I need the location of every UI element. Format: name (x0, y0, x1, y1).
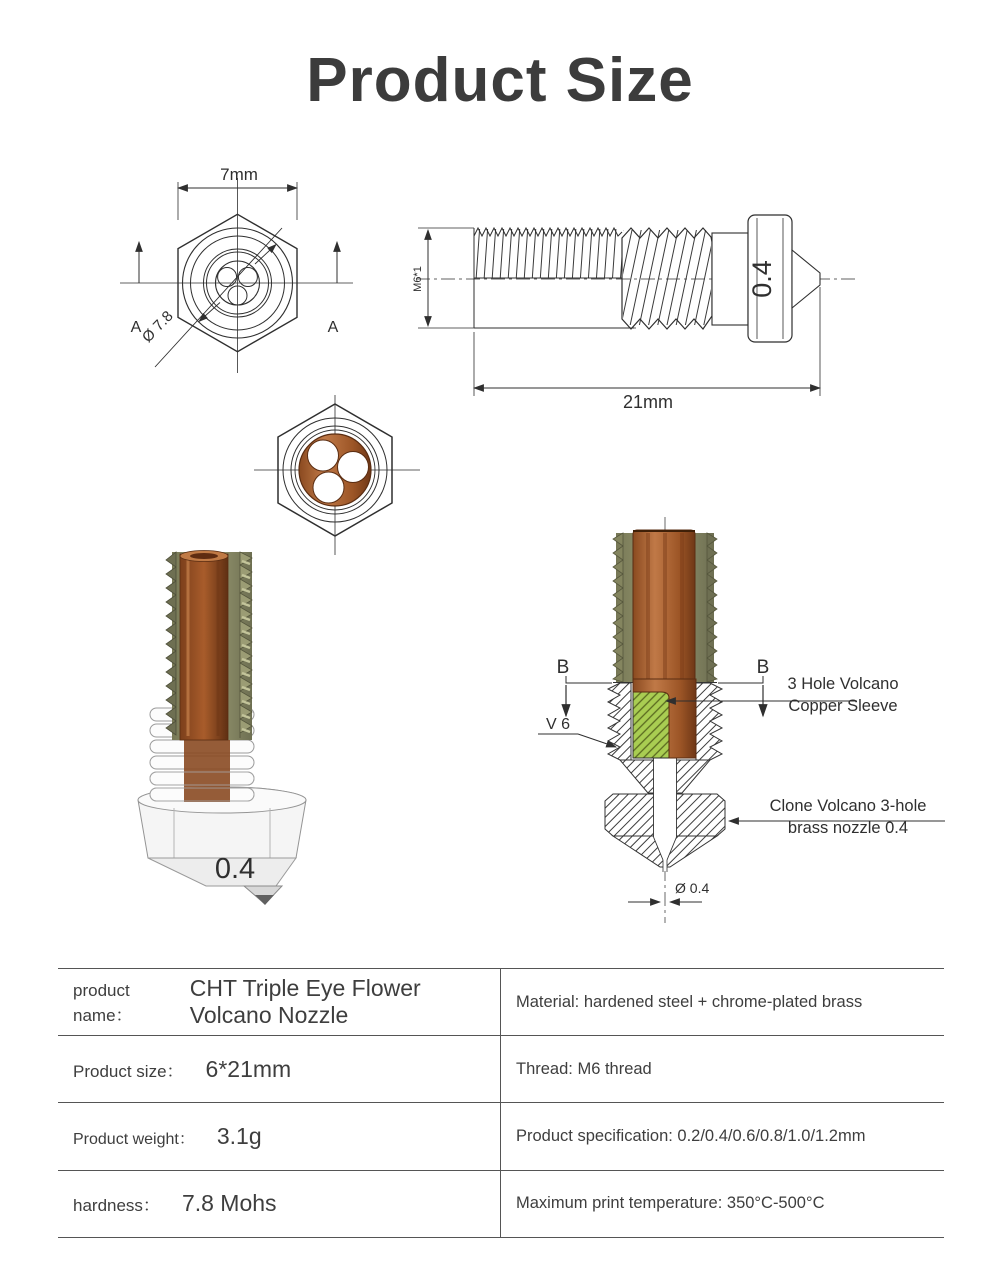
page-title: Product Size (306, 46, 694, 115)
table-row (58, 1035, 944, 1102)
tip-diameter-label: Ø 0.4 (675, 880, 710, 896)
product-weight-cell (58, 1123, 500, 1150)
copper-sleeve-cut (180, 551, 228, 741)
sleeve-annotation-line2: Copper Sleeve (788, 697, 898, 715)
dim-m6-thread-label: M6*1 (412, 266, 424, 292)
side-view-bore-label: 0.4 (747, 260, 777, 298)
thread-spec-label: V 6 (545, 716, 571, 733)
section-a-left-label: A (130, 319, 142, 336)
cutaway-render (128, 548, 313, 913)
product-weight-value: 3.1g (216, 1122, 262, 1149)
product-size-label: Product size： (73, 1061, 184, 1081)
front-view-drawing (95, 148, 365, 393)
hardness-label: hardness： (73, 1196, 160, 1216)
sleeve-annotation (750, 673, 936, 717)
cross-section-drawing (520, 515, 980, 935)
hardness-cell (58, 1190, 500, 1217)
product-size-cell (58, 1056, 500, 1083)
section-b-right-label: B (756, 657, 770, 678)
hex-insert-drawing (252, 393, 422, 558)
green-sleeve-section (633, 692, 669, 758)
product-name-value: CHT Triple Eye Flower Volcano Nozzle (189, 975, 421, 1029)
product-name-cell (58, 975, 500, 1029)
thread-cell: Thread: M6 thread (516, 1059, 652, 1078)
material-cell: Material: hardened steel + chrome-plated brass (516, 992, 863, 1011)
sleeve-annotation-line1: 3 Hole Volcano (787, 675, 899, 693)
dim-diameter-7-8-label: Ø 7.8 (138, 307, 177, 346)
table-row (58, 1170, 944, 1237)
product-size-value: 6*21mm (205, 1055, 292, 1082)
nozzle-annotation-line2: brass nozzle 0.4 (787, 819, 909, 837)
render-bore-label: 0.4 (214, 853, 256, 885)
hardness-value: 7.8 Mohs (181, 1190, 277, 1217)
product-name-label: product name： (73, 981, 133, 1026)
specification-cell: Product specification: 0.2/0.4/0.6/0.8/1.0/1.2mm (516, 1126, 866, 1145)
nozzle-annotation (746, 795, 950, 839)
section-b-left-label: B (556, 657, 570, 678)
product-weight-label: Product weight： (73, 1130, 195, 1148)
section-a-right-label: A (327, 319, 339, 336)
table-row (58, 968, 944, 1035)
nozzle-annotation-line1: Clone Volcano 3-hole (769, 797, 927, 815)
max-temperature-cell: Maximum print temperature: 350°C-500°C (516, 1194, 825, 1213)
spec-table (58, 968, 944, 1238)
dim-7mm-label: 7mm (220, 165, 258, 184)
dim-21mm-label: 21mm (622, 392, 674, 412)
table-row (58, 1102, 944, 1169)
side-view-drawing (408, 192, 863, 417)
